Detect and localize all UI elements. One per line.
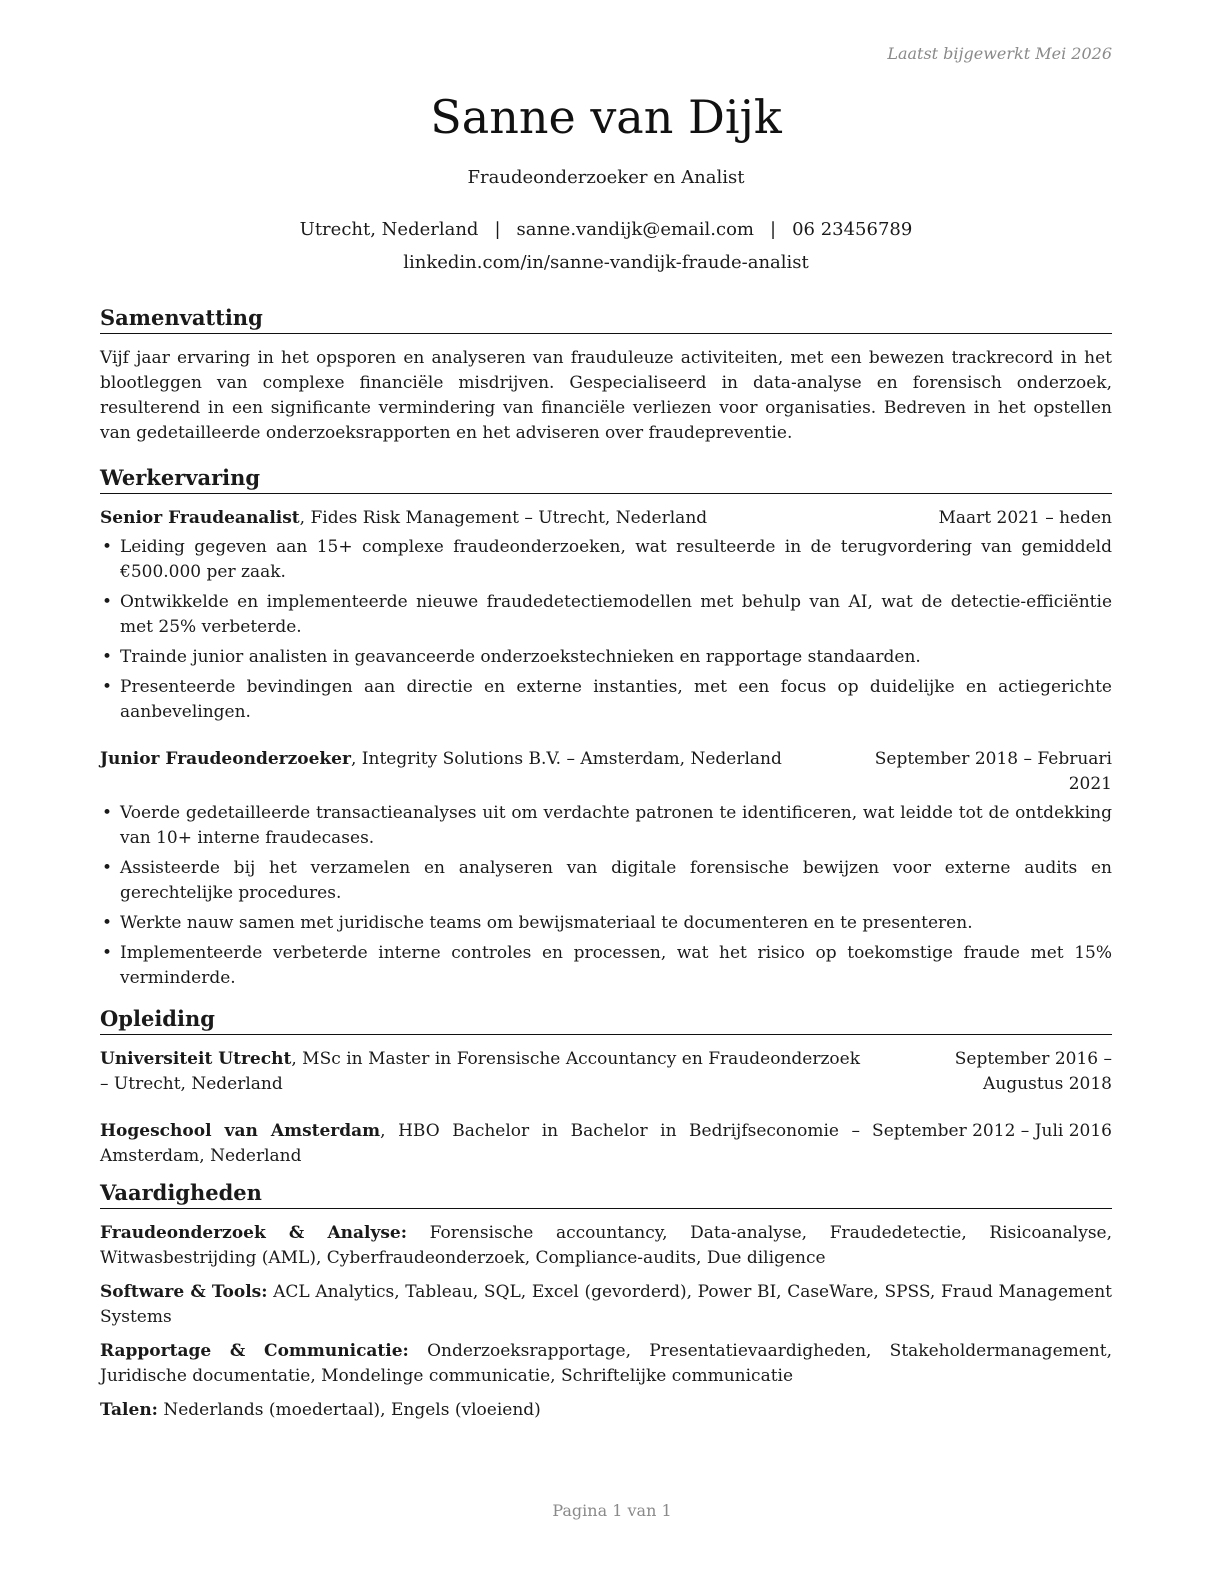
bullet-item: • Werkte nauw samen met juridische teams om bewijsmateriaal te documenteren en te presenteren. bbox=[100, 911, 1112, 936]
skill-row bbox=[100, 1280, 1112, 1330]
job-entry bbox=[100, 747, 1112, 991]
bullet-item: • Trainde junior analisten in geavanceerde onderzoekstechnieken en rapportage standaarden. bbox=[100, 645, 1112, 670]
school-name: Universiteit Utrecht bbox=[100, 1049, 292, 1069]
job-title-line bbox=[100, 747, 872, 772]
skill-row bbox=[100, 1339, 1112, 1389]
bullet-item: • Presenteerde bevindingen aan directie en externe instanties, met een focus op duidelijke en actiegerichte aanbevelingen. bbox=[100, 675, 1112, 725]
job-header bbox=[100, 747, 1112, 797]
job-org: , Integrity Solutions B.V. – Amsterdam, Nederland bbox=[350, 749, 782, 769]
degree-detail: , HBO Bachelor in Bachelor in Bedrijfseconomie – Amsterdam, Nederland bbox=[100, 1121, 861, 1166]
education-entry bbox=[100, 1047, 1112, 1097]
linkedin-link[interactable]: linkedin.com/in/sanne-vandijk-fraude-analist bbox=[403, 252, 809, 273]
skill-value: Nederlands (moedertaal), Engels (vloeiend) bbox=[157, 1400, 541, 1420]
section-title-experience: Werkervaring bbox=[100, 464, 1112, 494]
job-bullets bbox=[100, 535, 1112, 725]
section-title-skills: Vaardigheden bbox=[100, 1179, 1112, 1209]
skill-label: Rapportage & Communicatie: bbox=[100, 1341, 409, 1361]
education-dates: September 2016 – Augustus 2018 bbox=[954, 1049, 1112, 1094]
job-header bbox=[100, 506, 1112, 531]
bullet-item: • Ontwikkelde en implementeerde nieuwe fraudedetectiemodellen met behulp van AI, wat de detectie-efficiëntie met 25% verbeterde. bbox=[100, 590, 1112, 640]
bullet-item: • Implementeerde verbeterde interne controles en processen, wat het risico op toekomstige fraude met 15% verminderde. bbox=[100, 941, 1112, 991]
skill-label: Talen: bbox=[100, 1400, 158, 1420]
email-link[interactable]: sanne.vandijk@email.com bbox=[516, 219, 754, 240]
skill-value: Forensische accountancy, Data-analyse, Fraudedetectie, Risicoanalyse, Witwasbestrijding (AML), Cyberfraudeonderzoek, Compliance-audits, Due diligence bbox=[100, 1223, 1113, 1268]
education-section bbox=[100, 1005, 1112, 1169]
section-title-summary: Samenvatting bbox=[100, 304, 1112, 334]
education-dates: September 2012 – Juli 2016 bbox=[872, 1121, 1112, 1141]
job-title-line bbox=[100, 506, 938, 531]
skill-label: Fraudeonderzoek & Analyse: bbox=[100, 1223, 408, 1243]
job-dates: September 2018 – Februari 2021 bbox=[874, 749, 1112, 794]
education-entry bbox=[100, 1119, 1112, 1169]
job-org: , Fides Risk Management – Utrecht, Nederland bbox=[299, 508, 708, 528]
job-entry bbox=[100, 506, 1112, 725]
job-bullets bbox=[100, 801, 1112, 991]
bullet-item: • Leiding gegeven aan 15+ complexe fraudeonderzoeken, wat resulteerde in de terugvordering van gemiddeld €500.000 per zaak. bbox=[100, 535, 1112, 585]
separator: | bbox=[770, 219, 777, 240]
summary-section bbox=[100, 304, 1112, 446]
page-number: Pagina 1 van 1 bbox=[552, 1501, 672, 1520]
skills-section bbox=[100, 1179, 1112, 1423]
candidate-name: Sanne van Dijk bbox=[430, 90, 782, 144]
location: Utrecht, Nederland bbox=[299, 219, 479, 240]
education-line bbox=[100, 1119, 860, 1169]
skill-row bbox=[100, 1221, 1112, 1271]
experience-section bbox=[100, 464, 1112, 991]
separator: | bbox=[494, 219, 501, 240]
summary-text: Vijf jaar ervaring in het opsporen en analyseren van frauduleuze activiteiten, met een bewezen trackrecord in het blootleggen van complexe financiële misdrijven. Gespecialiseerd in data-analyse en forensisch onderzoek, resulterend in een significante vermindering van financiële verliezen voor organisaties. Bedreven in het opstellen van gedetailleerde onderzoeksrapporten en het adviseren over fraudepreventie. bbox=[100, 348, 1112, 443]
skill-value: Onderzoeksrapportage, Presentatievaardigheden, Stakeholdermanagement, Juridische documentatie, Mondelinge communicatie, Schriftelijke communicatie bbox=[100, 1341, 1112, 1386]
job-role: Junior Fraudeonderzoeker bbox=[100, 749, 351, 769]
bullet-item: • Assisteerde bij het verzamelen en analyseren van digitale forensische bewijzen voor externe audits en gerechtelijke procedures. bbox=[100, 856, 1112, 906]
phone: 06 23456789 bbox=[792, 219, 913, 240]
job-role: Senior Fraudeanalist bbox=[100, 508, 300, 528]
school-name: Hogeschool van Amsterdam bbox=[100, 1121, 381, 1141]
bullet-item: • Voerde gedetailleerde transactieanalyses uit om verdachte patronen te identificeren, wat leidde tot de ontdekking van 10+ interne fraudecases. bbox=[100, 801, 1112, 851]
skill-value: ACL Analytics, Tableau, SQL, Excel (gevorderd), Power BI, CaseWare, SPSS, Fraud Management Systems bbox=[100, 1282, 1112, 1327]
skill-label: Software & Tools: bbox=[100, 1282, 268, 1302]
section-title-education: Opleiding bbox=[100, 1005, 1112, 1035]
resume-body bbox=[100, 304, 1112, 1432]
degree-detail: , MSc in Master in Forensische Accountancy en Fraudeonderzoek – Utrecht, Nederland bbox=[100, 1049, 861, 1094]
candidate-tagline: Fraudeonderzoeker en Analist bbox=[467, 167, 745, 188]
last-updated: Laatst bijgewerkt Mei 2026 bbox=[887, 44, 1112, 63]
resume-header bbox=[100, 86, 1112, 275]
job-dates: Maart 2021 – heden bbox=[938, 508, 1112, 528]
skill-row bbox=[100, 1398, 1112, 1423]
contact-line bbox=[100, 218, 1112, 242]
education-line bbox=[100, 1047, 860, 1097]
